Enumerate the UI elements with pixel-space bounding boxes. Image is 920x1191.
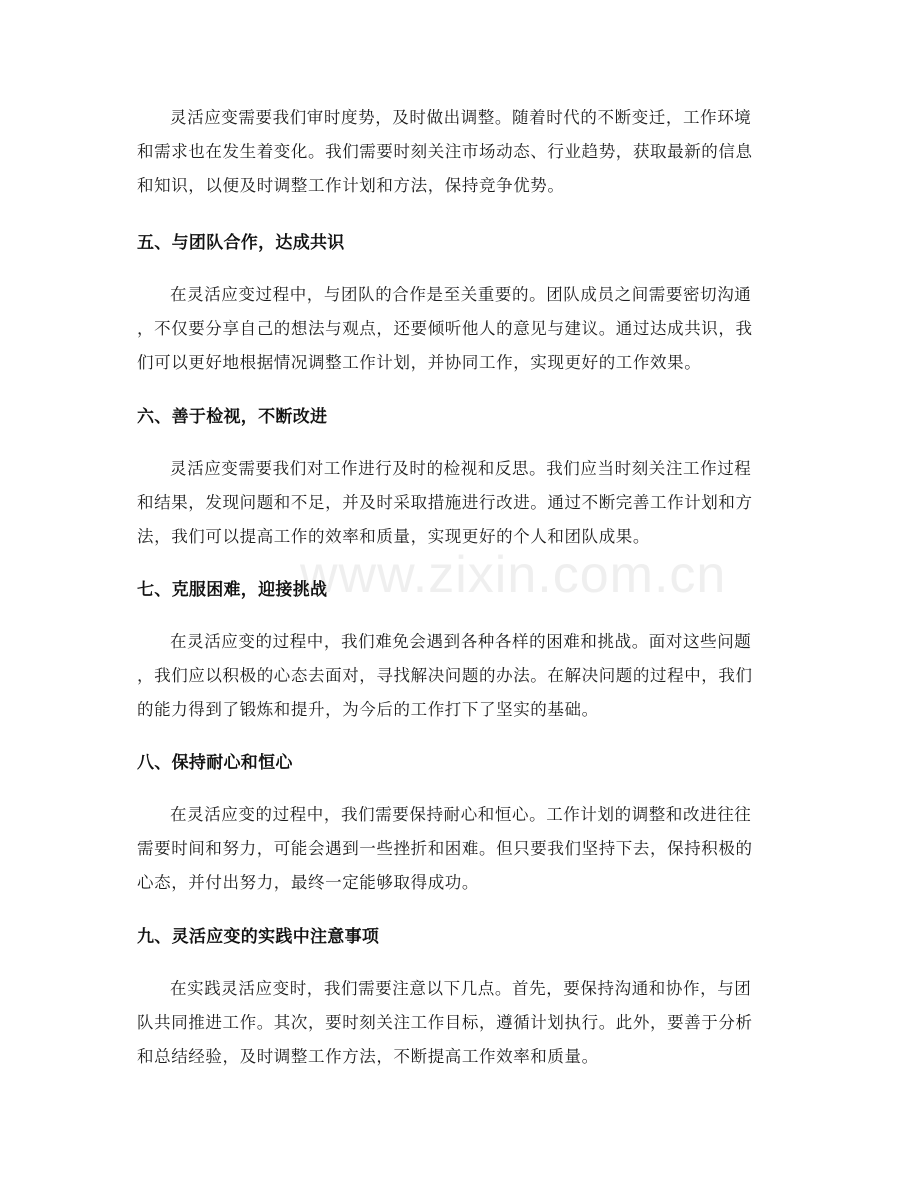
- paragraph-line: 灵活应变需要我们审时度势，及时做出调整。随着时代的不断变迁，工作环境: [170, 108, 752, 127]
- paragraph-section-5: [137, 280, 787, 377]
- paragraph-section-9: [137, 974, 787, 1071]
- paragraph-line: 法，我们可以提高工作的效率和质量，实现更好的个人和团队成果。: [137, 527, 650, 546]
- paragraph-line: 的能力得到了锻炼和提升，为今后的工作打下了坚实的基础。: [137, 700, 599, 719]
- paragraph-line: 在灵活应变的过程中，我们难免会遇到各种各样的困难和挑战。面对这些问题: [170, 632, 752, 651]
- paragraph-line: ，我们应以积极的心态去面对，寻找解决问题的办法。在解决问题的过程中，我们: [137, 666, 753, 685]
- paragraph-line: 在实践灵活应变时，我们需要注意以下几点。首先，要保持沟通和协作，与团: [170, 979, 752, 998]
- paragraph-line: 在灵活应变的过程中，我们需要保持耐心和恒心。工作计划的调整和改进往往: [170, 805, 752, 824]
- section-heading: 七、克服困难，迎接挑战: [137, 580, 328, 600]
- section-heading: 八、保持耐心和恒心: [137, 753, 293, 773]
- paragraph-line: 队共同推进工作。其次，要时刻关注工作目标，遵循计划执行。此外，要善于分析: [137, 1013, 753, 1032]
- paragraph-line: 们可以更好地根据情况调整工作计划，并协同工作，实现更好的工作效果。: [137, 353, 702, 372]
- paragraph-section-7: [137, 627, 787, 724]
- paragraph-section-6: [137, 454, 787, 551]
- paragraph-line: 和结果，发现问题和不足，并及时采取措施进行改进。通过不断完善工作计划和方: [137, 493, 753, 512]
- paragraph-line: ，不仅要分享自己的想法与观点，还要倾听他人的意见与建议。通过达成共识，我: [137, 319, 753, 338]
- section-heading: 九、灵活应变的实践中注意事项: [137, 927, 380, 947]
- paragraph-line: 在灵活应变过程中，与团队的合作是至关重要的。团队成员之间需要密切沟通: [170, 285, 752, 304]
- paragraph-line: 灵活应变需要我们对工作进行及时的检视和反思。我们应当时刻关注工作过程: [170, 459, 752, 478]
- section-heading: 五、与团队合作，达成共识: [137, 233, 345, 253]
- paragraph-line: 和需求也在发生着变化。我们需要时刻关注市场动态、行业趋势，获取最新的信息: [137, 142, 753, 161]
- paragraph-section-8: [137, 800, 787, 897]
- watermark: www.zixin.com.cn: [300, 546, 727, 604]
- paragraph-intro: [137, 103, 787, 200]
- paragraph-line: 和知识，以便及时调整工作计划和方法，保持竞争优势。: [137, 176, 565, 195]
- paragraph-line: 和总结经验，及时调整工作方法，不断提高工作效率和质量。: [137, 1047, 599, 1066]
- paragraph-line: 心态，并付出努力，最终一定能够取得成功。: [137, 873, 479, 892]
- paragraph-line: 需要时间和努力，可能会遇到一些挫折和困难。但只要我们坚持下去，保持积极的: [137, 839, 753, 858]
- section-heading: 六、善于检视，不断改进: [137, 407, 328, 427]
